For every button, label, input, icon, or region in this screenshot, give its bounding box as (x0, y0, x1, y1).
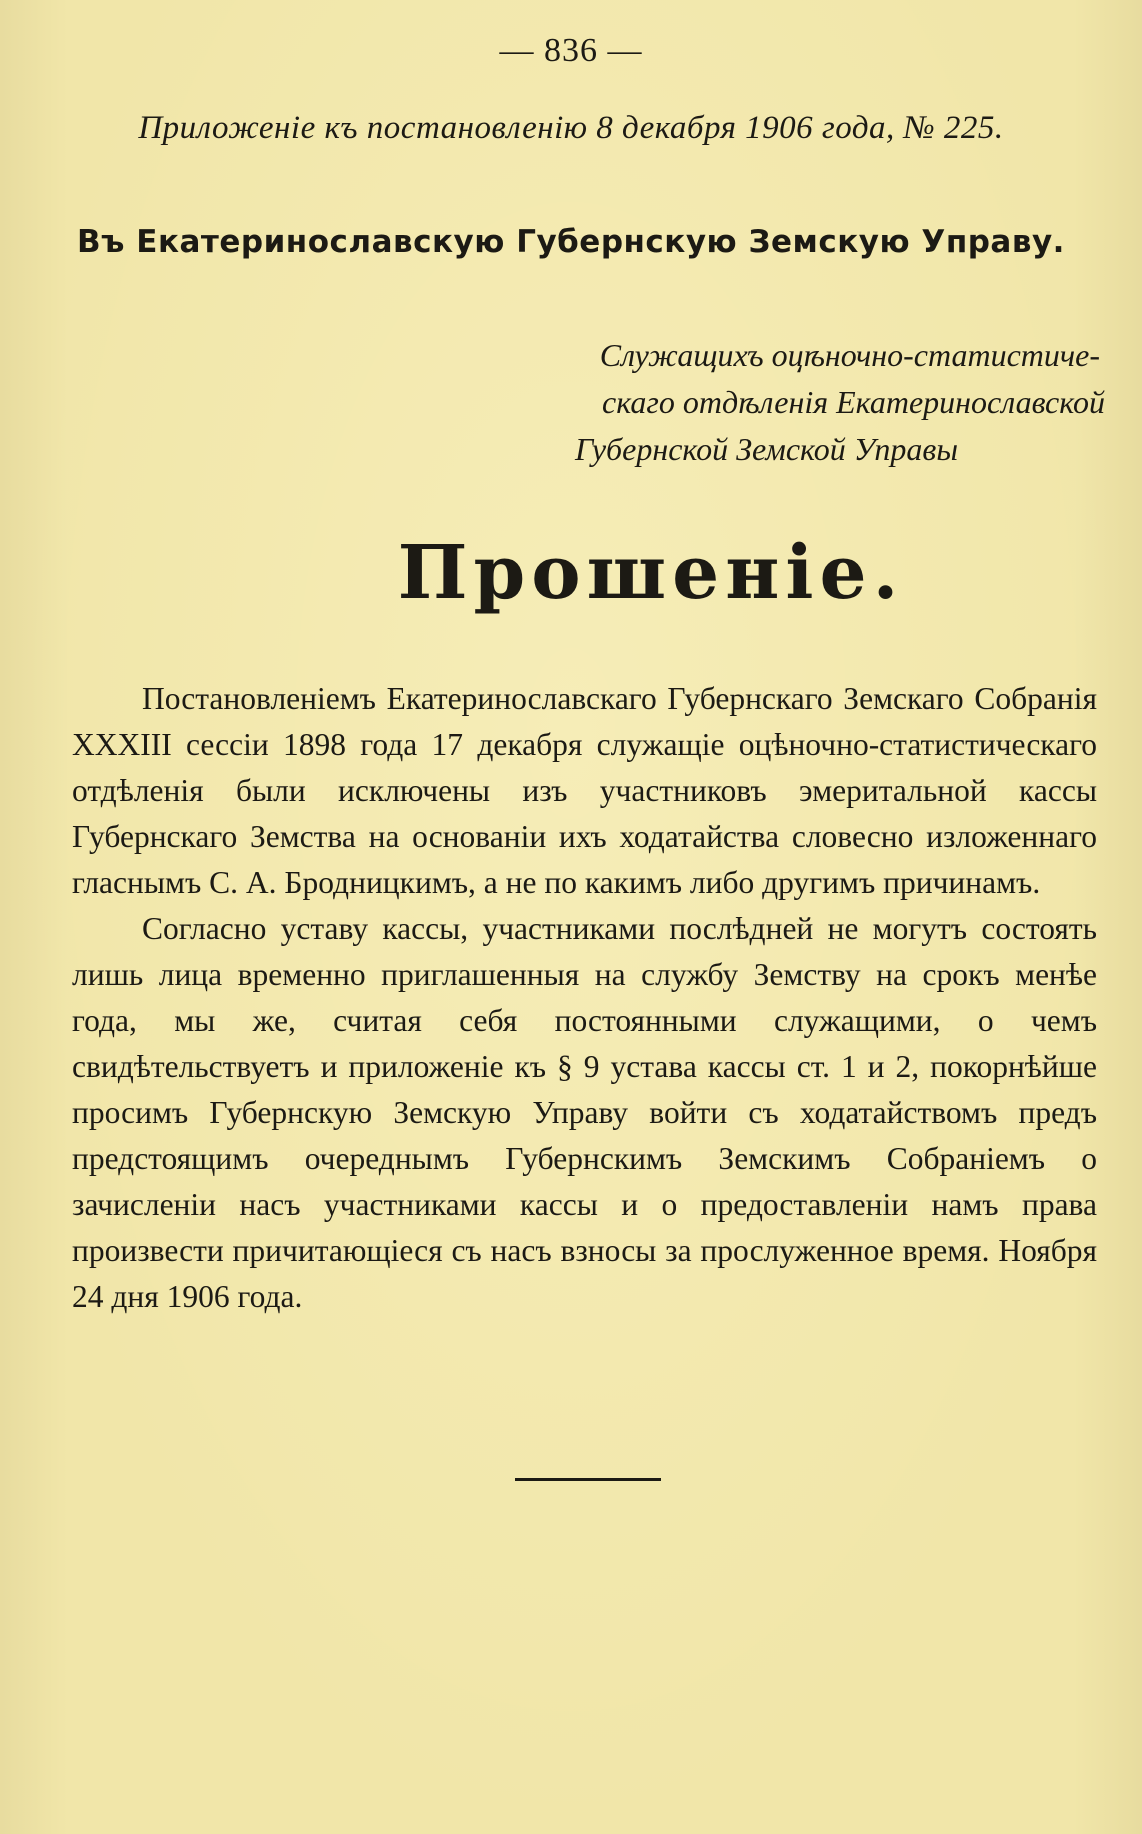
petition-body (72, 676, 1097, 1320)
page-number: — 836 — (499, 32, 643, 69)
sender-block (505, 332, 1105, 473)
petition-title: Прошеніе. (397, 530, 905, 616)
sender-line-1: Служащихъ оцѣночно-статистиче- (599, 337, 1100, 373)
appendix-note: Приложеніе къ постановленію 8 декабря 1906 года, № 225. (138, 110, 1004, 146)
sender-line-2: скаго отдѣленія Екатеринославской (602, 384, 1105, 420)
closing-rule (515, 1478, 661, 1481)
addressee-heading: Въ Екатеринославскую Губернскую Земскую Управу. (77, 224, 1065, 260)
paragraph-2: Согласно уставу кассы, участниками послѣдней не могутъ состоять лишь лица временно приглашенныя на службу Земству на срокъ менѣе года, мы же, считая себя постоянными служащими, о чемъ свидѣтельствуетъ и приложеніе къ § 9 устава кассы ст. 1 и 2, покорнѣйше просимъ Губернскую Земскую Управу войти съ ходатайствомъ предъ предстоящимъ очереднымъ Губернскимъ Земскимъ Собраніемъ о зачисленіи насъ участниками кассы и о предоставленіи намъ права произвести причитающіеся съ насъ взносы за прослуженное время. Ноября 24 дня 1906 года. (72, 911, 1097, 1314)
paragraph-1: Постановленіемъ Екатеринославскаго Губернскаго Земскаго Собранія XXXIII сессіи 1898 года 17 декабря служащіе оцѣночно-статистическаго отдѣленія были исключены изъ участниковъ эмеритальной кассы Губернскаго Земства на основаніи ихъ ходатайства словесно изложеннаго гласнымъ С. А. Бродницкимъ, а не по какимъ либо другимъ причинамъ. (72, 681, 1097, 900)
sender-line-3: Губернской Земской Управы (575, 431, 958, 467)
